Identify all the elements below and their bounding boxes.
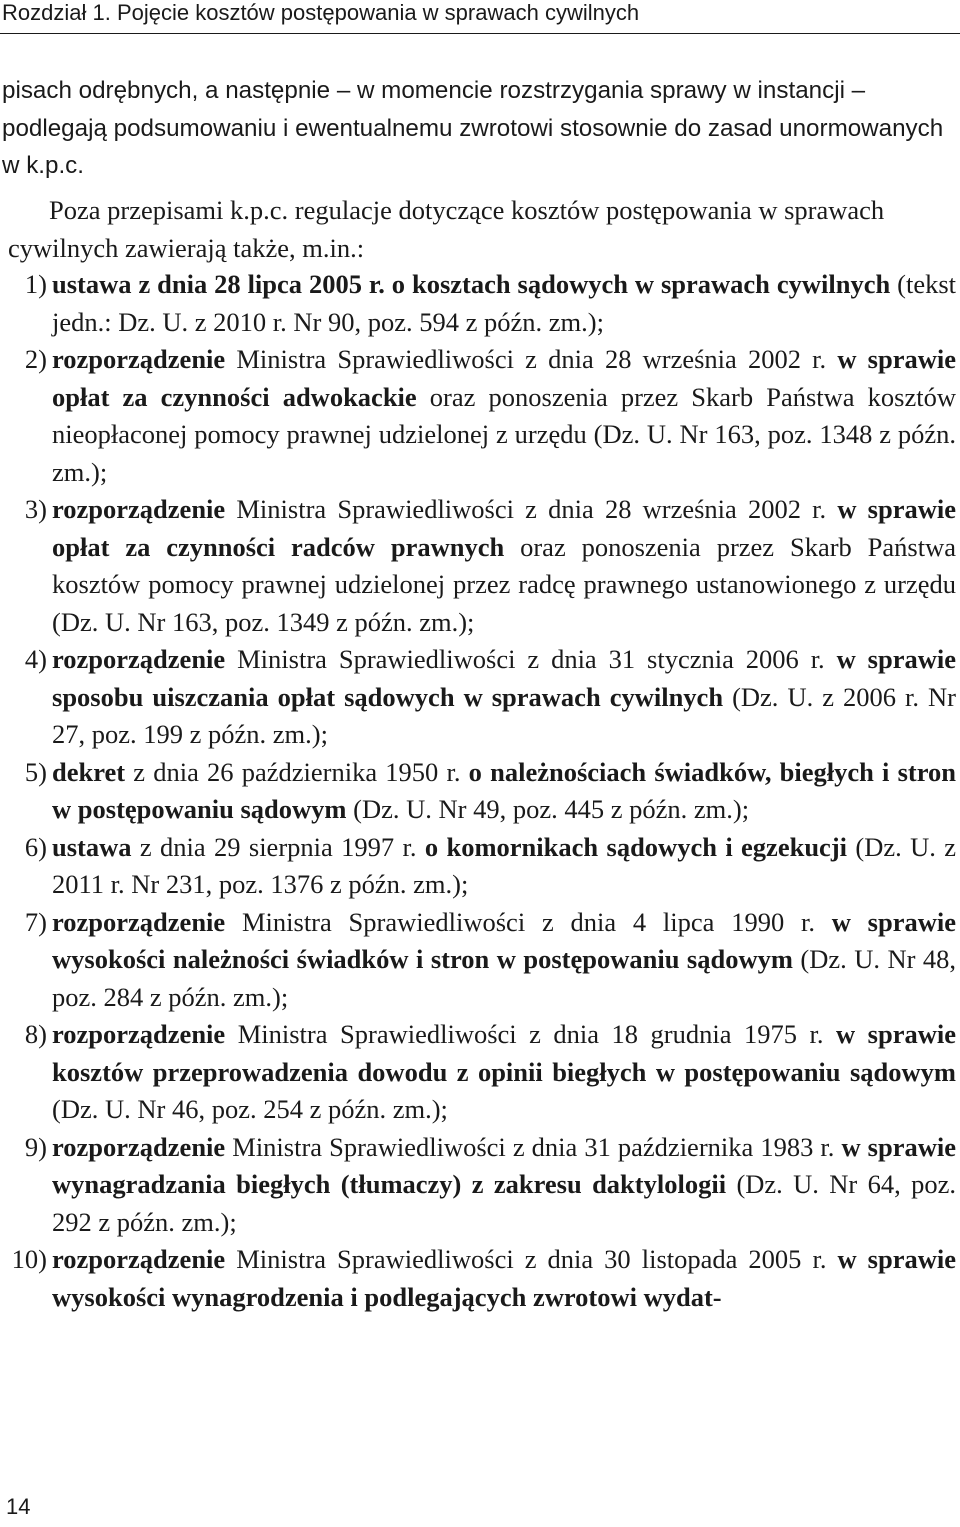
page-number: 14 [6, 1494, 31, 1519]
item-citation: (Dz. U. z 2011 r. Nr 231, poz. 1376 z późn. zm.); [52, 831, 956, 899]
item-issuer-date: Ministra Sprawiedliwości z dnia 31 października 1983 r. [225, 1131, 842, 1162]
item-issuer-date: Ministra Sprawiedliwości z dnia 28 września 2002 r. [225, 494, 838, 524]
list-item [0, 829, 956, 904]
item-issuer-date: Ministra Sprawiedliwości z dnia 4 lipca 1990 r. [225, 906, 832, 937]
item-act-type: rozporządzenie [52, 644, 226, 674]
list-item [0, 1241, 956, 1316]
item-number: 1) [24, 269, 47, 299]
item-act-title: w sprawie kosztów przeprowadzenia dowodu z opinii biegłych w postępowaniu sądowym [52, 1019, 957, 1087]
item-act-title: ustawa z dnia 28 lipca 2005 r. o kosztach sądowych w sprawach cywilnych [52, 269, 891, 299]
item-issuer-date: Ministra Sprawiedliwości z dnia 18 grudnia 1975 r. [225, 1019, 837, 1049]
list-item [0, 491, 956, 641]
item-citation: (Dz. U. Nr 48, poz. 284 z późn. zm.); [52, 944, 957, 1012]
item-number: 2) [24, 344, 47, 374]
item-act-type: rozporządzenie [52, 344, 226, 374]
item-number: 9) [24, 1131, 47, 1162]
item-act-title: w sprawie opłat za czynności radców prawnych [52, 494, 957, 562]
intro-paragraph: pisach odrębnych, a następnie – w momencie rozstrzygania sprawy w instancji – podlegają podsumowaniu i ewentualnemu zwrotowi stosownie do zasad unormowanych w k.p.c. [2, 77, 944, 179]
list-item [0, 1016, 956, 1129]
item-issuer-date: z dnia 26 października 1950 r. [125, 756, 469, 787]
item-citation: oraz ponoszenia przez Skarb Państwa kosztów pomocy prawnej udzielonej przez radcę prawnego ustanowionego z urzędu (Dz. U. Nr 163, poz. 1349 z późn. zm.); [52, 531, 956, 637]
item-act-title: w sprawie opłat za czynności adwokackie [52, 344, 957, 412]
item-number: 10) [11, 1244, 47, 1274]
list-item [0, 341, 956, 491]
item-act-type: dekret [52, 756, 126, 787]
item-citation: (Dz. U. Nr 46, poz. 254 z późn. zm.); [52, 1094, 448, 1124]
item-issuer-date: z dnia 29 sierpnia 1997 r. [131, 831, 425, 862]
item-citation: oraz ponoszenia przez Skarb Państwa kosztów nieopłaconej pomocy prawnej udzielonej z urzędu (Dz. U. Nr 163, poz. 1348 z późn. zm.); [52, 381, 956, 487]
item-issuer-date: Ministra Sprawiedliwości z dnia 28 września 2002 r. [225, 344, 838, 374]
item-act-title: o należnościach świadków, biegłych i stron w postępowaniu sądowym [52, 756, 957, 824]
list-item [0, 754, 956, 829]
item-act-type: ustawa [52, 831, 132, 862]
item-act-title: w sprawie wynagradzania biegłych (tłumaczy) z zakresu daktylologii [52, 1131, 956, 1199]
item-citation: (tekst jedn.: Dz. U. z 2010 r. Nr 90, poz. 594 z późn. zm.); [52, 269, 957, 337]
item-act-title: w sprawie wysokości należności świadków i stron w postępowaniu sądowym [52, 906, 956, 974]
item-citation: (Dz. U. Nr 64, poz. 292 z późn. zm.); [52, 1169, 956, 1237]
item-citation: (Dz. U. z 2006 r. Nr 27, poz. 199 z późn. zm.); [52, 681, 956, 749]
list-item [0, 1129, 956, 1242]
item-act-type: rozporządzenie [52, 494, 226, 524]
item-act-title: w sprawie sposobu uiszczania opłat sądowych w sprawach cywilnych [52, 644, 956, 712]
item-number: 5) [24, 756, 47, 787]
item-issuer-date: Ministra Sprawiedliwości z dnia 30 listopada 2005 r. [225, 1244, 838, 1274]
item-number: 4) [24, 644, 47, 674]
list-item [0, 266, 956, 341]
item-number: 8) [24, 1019, 47, 1049]
item-number: 3) [24, 494, 47, 524]
item-act-type: rozporządzenie [52, 1019, 226, 1049]
list-item [0, 641, 956, 754]
item-number: 7) [24, 906, 47, 937]
legal-acts-list [0, 266, 956, 1316]
item-act-title: o komornikach sądowych i egzekucji [424, 831, 848, 862]
item-number: 6) [24, 831, 47, 862]
running-head: Rozdział 1. Pojęcie kosztów postępowania w sprawach cywilnych [0, 0, 960, 34]
item-act-title: w sprawie wysokości wynagrodzenia i podlegających zwrotowi wydat- [52, 1244, 956, 1312]
body-paragraph: Poza przepisami k.p.c. regulacje dotyczące kosztów postępowania w sprawach cywilnych zawierają także, m.in.: [8, 195, 885, 263]
item-act-type: rozporządzenie [52, 1131, 226, 1162]
list-item [0, 904, 956, 1017]
item-act-type: rozporządzenie [52, 906, 226, 937]
item-citation: (Dz. U. Nr 49, poz. 445 z późn. zm.); [346, 794, 750, 824]
item-issuer-date: Ministra Sprawiedliwości z dnia 31 stycznia 2006 r. [225, 644, 837, 674]
item-act-type: rozporządzenie [52, 1244, 226, 1274]
